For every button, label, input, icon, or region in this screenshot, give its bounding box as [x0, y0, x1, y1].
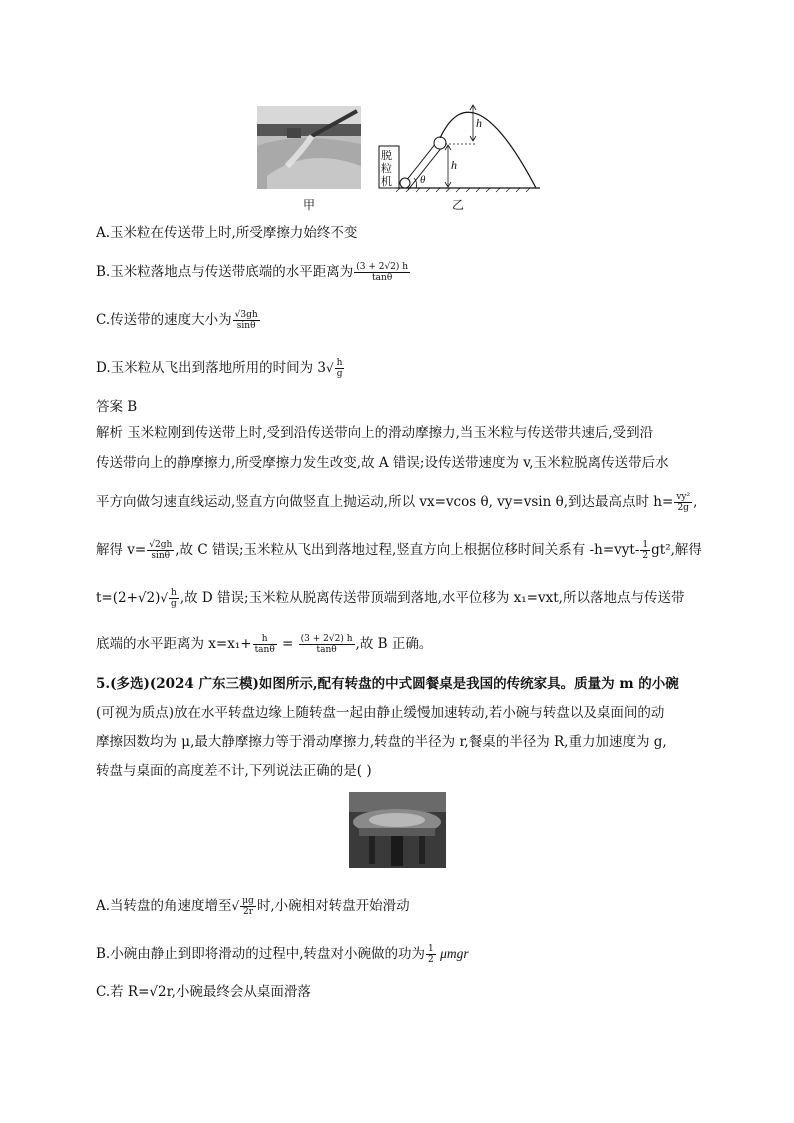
q4-analysis-line2: 传送带向上的静摩擦力,所受摩擦力发生改变,故 A 错误;设传送带速度为 v,玉米粒脱离传送带后水: [96, 455, 669, 471]
q4-option-d: D.玉米粒从飞出到落地所用的时间为 3√ $\frac{h}{g}$: [96, 358, 343, 379]
theta-label: θ: [420, 174, 426, 186]
q5-option-b: B.小碗由静止到即将滑动的过程中,转盘对小碗做的功为 $\frac{1}{2}$ μmgr: [96, 944, 469, 965]
q5-stem-line1: 5.(多选)(2024 广东三模)如图所示,配有转盘的中式圆餐桌是我国的传统家具。质量为 m 的小碗: [96, 676, 679, 692]
q4-option-c: C.传送带的速度大小为 $\frac{√3gh}{\sin\theta}$: [96, 310, 258, 331]
round-table-photo: [349, 792, 446, 868]
q4-option-b: B.玉米粒落地点与传送带底端的水平距离为 $\frac{(3 + 2√2) h}{\tan\theta}$: [96, 262, 409, 283]
q5-option-a: A.当转盘的角速度增至√ $\frac{\mu g}{2r}$ 时,小碗相对转盘开始滑动: [96, 896, 410, 917]
h-label-bottom: h: [451, 158, 457, 172]
q5-stem-line3: 摩擦因数均为 μ,最大静摩擦力等于滑动摩擦力,转盘的半径为 r,餐桌的半径为 R,重力加速度为 g,: [96, 734, 667, 750]
q4-analysis-line1: 解析 玉米粒刚到传送带上时,受到沿传送带向上的滑动摩擦力,当玉米粒与传送带共速后,受到沿: [96, 425, 654, 441]
q4-answer: 答案 B: [96, 399, 138, 415]
q5-stem-line4: 转盘与桌面的高度差不计,下列说法正确的是( ): [96, 763, 372, 779]
q4-option-a: A.玉米粒在传送带上时,所受摩擦力始终不变: [96, 225, 358, 241]
q4-analysis-line4: 解得 v= $\frac{√2gh}{\sin\theta}$ ,故 C 错误;玉米粒从飞出到落地过程,竖直方向上根据位移时间关系有 -h=vyt- $\frac{1}{2}$ gt²,解得: [96, 540, 702, 561]
corn-harvest-photo: [257, 106, 361, 189]
q4-analysis-line6: 底端的水平距离为 x=x₁+ $\frac{h}{\tan\theta}$ = $\frac{(3 + 2√2) h}{\tan\theta}$ ,故 B 正确。: [96, 634, 433, 655]
q4-analysis-line5: t=(2+√2)√ $\frac{h}{g}$ ,故 D 错误;玉米粒从脱离传送带顶端到落地,水平位移为 x₁=vxt,所以落地点与传送带: [96, 588, 685, 609]
q4-analysis-line3: 平方向做匀速直线运动,竖直方向做竖直上抛运动,所以 vx=vcos θ, vy=vsin θ,到达最高点时 h= $\frac{\text{vy²}}{2g}$ ,: [96, 492, 698, 513]
q5-option-c: C.若 R=√2r,小碗最终会从桌面滑落: [96, 984, 311, 1000]
h-label-top: h: [476, 116, 482, 130]
q5-stem-line2: (可视为质点)放在水平转盘边缘上随转盘一起由静止缓慢加速转动,若小碗与转盘以及桌面间的动: [96, 705, 665, 721]
diagram-caption: 乙: [452, 198, 465, 212]
trajectory-diagram: [378, 98, 540, 194]
photo-caption: 甲: [303, 198, 316, 212]
machine-label: 脱粒机: [381, 149, 392, 188]
